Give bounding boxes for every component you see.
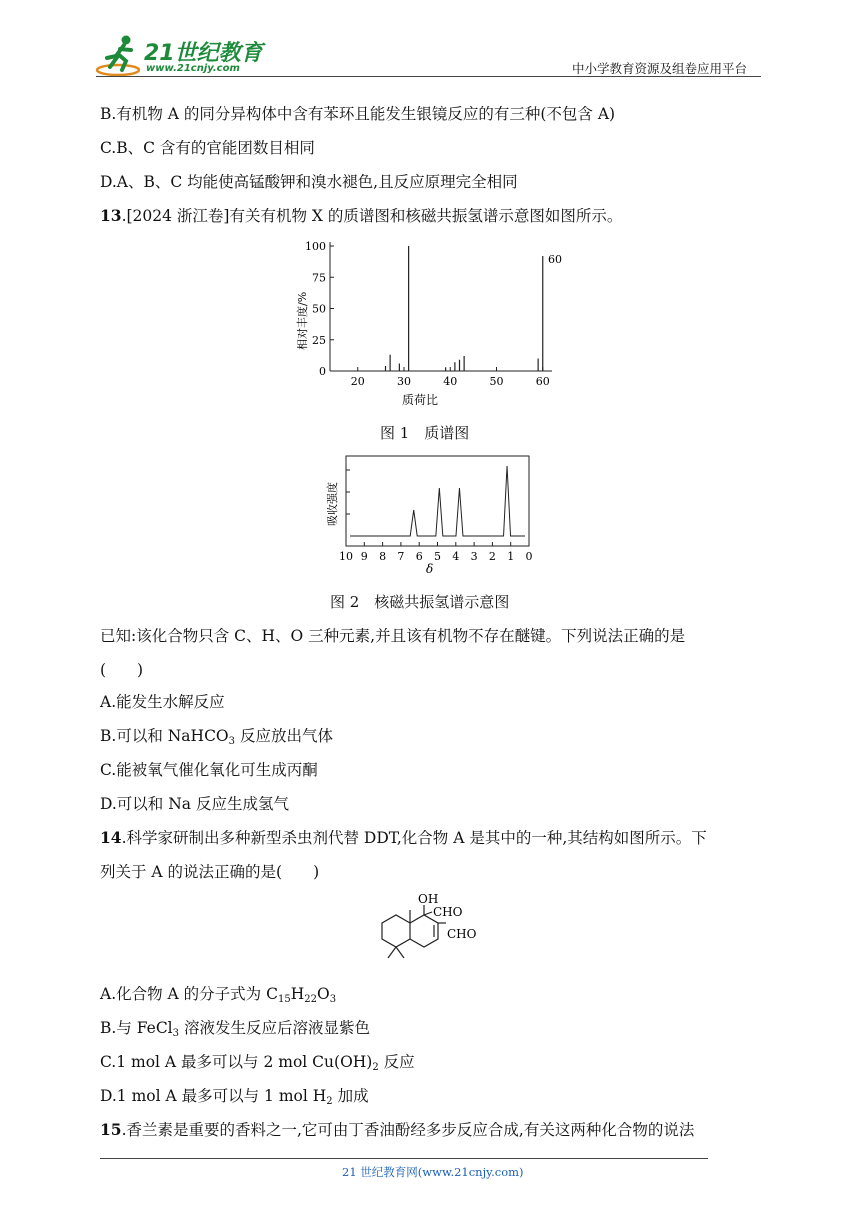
nmr-tick-labels: [339, 550, 533, 563]
q14-b-sub: 3: [172, 1028, 180, 1039]
nmr-xtick-label: 10: [339, 550, 353, 563]
q14-d-post: 加成: [332, 1087, 369, 1105]
q14-stem-2: 列关于 A 的说法正确的是( ): [100, 863, 320, 881]
q13-stem-text: .[2024 浙江卷]有关有机物 X 的质谱图和核磁共振氢谱示意图如图所示。: [121, 207, 623, 225]
ms-ytick-label: 75: [312, 271, 326, 285]
ms-xtick-label: 40: [443, 375, 458, 388]
q14-c-sub: 2: [372, 1062, 379, 1073]
mass-spectrum-chart: [290, 232, 580, 412]
q14-stem: [100, 828, 707, 848]
q13-stem: [100, 206, 622, 226]
cho-label-2: CHO: [447, 927, 477, 941]
ms-ytick-label: 100: [305, 240, 326, 253]
q14-d-text: D.1 mol A 最多可以与 1 mol H: [100, 1087, 327, 1105]
nmr-ylabel: 吸收强度: [326, 482, 339, 526]
ms-xlabel: 质荷比: [402, 393, 439, 407]
q13-option-d: D.可以和 Na 反应生成氢气: [100, 795, 289, 813]
q12-option-c: C.B、C 含有的官能团数目相同: [100, 139, 315, 157]
nmr-xtick-label: 4: [452, 550, 460, 563]
q12-option-b: B.有机物 A 的同分异构体中含有苯环且能发生银镜反应的有三种(不包含 A): [100, 105, 616, 123]
q14-a-o: O: [316, 985, 330, 1003]
q14-a-text: A.化合物 A 的分子式为 C: [100, 985, 278, 1003]
q13-b-post: 反应放出气体: [235, 727, 333, 745]
ms-ytick-label: 25: [312, 333, 326, 347]
q12-option-d: D.A、B、C 均能使高锰酸钾和溴水褪色,且反应原理完全相同: [100, 173, 518, 191]
q14-option-c: [100, 1052, 415, 1072]
nmr-xtick-label: 2: [488, 550, 496, 563]
header-rule: [96, 76, 761, 77]
q13-option-c: C.能被氧气催化氧化可生成丙酮: [100, 761, 318, 779]
figure2-caption: 图 2 核磁共振氢谱示意图: [330, 593, 510, 611]
nmr-xtick-label: 6: [415, 550, 423, 563]
ms-ylabel: 相对丰度/%: [296, 291, 309, 350]
q14-option-b: [100, 1018, 370, 1038]
ms-peak-label: 60: [548, 253, 562, 266]
question-number: 13: [100, 206, 122, 225]
q13-answer-paren: ( ): [100, 661, 144, 679]
nmr-xtick-label: 3: [470, 550, 478, 563]
ms-xtick-label: 60: [535, 375, 550, 388]
q14-c-post: 反应: [378, 1053, 415, 1071]
ms-ytick-label: 0: [319, 365, 326, 378]
nmr-chart: [318, 450, 548, 580]
nmr-xlabel: δ: [426, 562, 434, 576]
q14-b-post: 溶液发生反应后溶液显紫色: [179, 1019, 370, 1037]
nmr-xtick-label: 0: [525, 550, 533, 563]
logo-url-text: www.21cnjy.com: [146, 63, 240, 74]
q13-option-b: [100, 726, 333, 746]
q13-b-text: B.可以和 NaHCO: [100, 727, 229, 745]
ms-xtick-label: 20: [350, 375, 365, 388]
q14-a-sub1: 15: [277, 994, 291, 1005]
question-number: 15: [100, 1120, 122, 1139]
q14-a-sub3: 3: [329, 994, 337, 1005]
nmr-xtick-label: 8: [379, 550, 387, 563]
q15-stem-text: .香兰素是重要的香料之一,它可由丁香油酚经多步反应合成,有关这两种化合物的说法: [121, 1121, 695, 1139]
ms-ytick-label: 50: [312, 302, 326, 316]
question-number: 14: [100, 828, 122, 847]
q14-a-sub2: 22: [304, 994, 317, 1005]
ms-axes: [330, 242, 552, 371]
q14-a-h: H: [290, 985, 305, 1003]
nmr-trace: [350, 466, 525, 536]
nmr-xtick-label: 1: [507, 550, 515, 563]
ms-xtick-label: 30: [397, 375, 411, 388]
footer-text: 21 世纪教育网(www.21cnjy.com): [342, 1165, 524, 1179]
ms-ticks: [305, 240, 550, 388]
q13-known: 已知:该化合物只含 C、H、O 三种元素,并且该有机物不存在醚键。下列说法正确的是: [100, 627, 686, 645]
cho-label-1: CHO: [433, 905, 463, 919]
oh-label: OH: [418, 892, 439, 906]
q15-stem: [100, 1120, 694, 1140]
figure1-caption: 图 1 质谱图: [380, 424, 470, 442]
nmr-xtick-label: 7: [397, 550, 405, 563]
logo-text: 21世纪教育: [144, 41, 263, 66]
q13-option-a: A.能发生水解反应: [100, 693, 225, 711]
q14-option-a: [100, 984, 336, 1004]
q14-d-sub: 2: [326, 1096, 333, 1107]
footer-rule: [100, 1158, 708, 1159]
compound-a-structure: [372, 888, 492, 973]
header-right-text: 中小学教育资源及组卷应用平台: [572, 61, 748, 76]
header-logo: [96, 34, 266, 78]
ms-bars: [386, 246, 543, 371]
nmr-xtick-label: 9: [360, 550, 368, 563]
nmr-frame: [346, 456, 529, 546]
ms-xtick-label: 50: [489, 375, 504, 388]
nmr-xtick-label: 5: [434, 550, 441, 563]
runner-logo-icon: [96, 34, 142, 76]
q14-option-d: [100, 1086, 369, 1106]
q13-b-sub: 3: [228, 736, 236, 747]
q14-b-text: B.与 FeCl: [100, 1019, 173, 1037]
q14-stem-text: .科学家研制出多种新型杀虫剂代替 DDT,化合物 A 是其中的一种,其结构如图所示。下: [121, 829, 707, 847]
q14-c-text: C.1 mol A 最多可以与 2 mol Cu(OH): [100, 1053, 373, 1071]
